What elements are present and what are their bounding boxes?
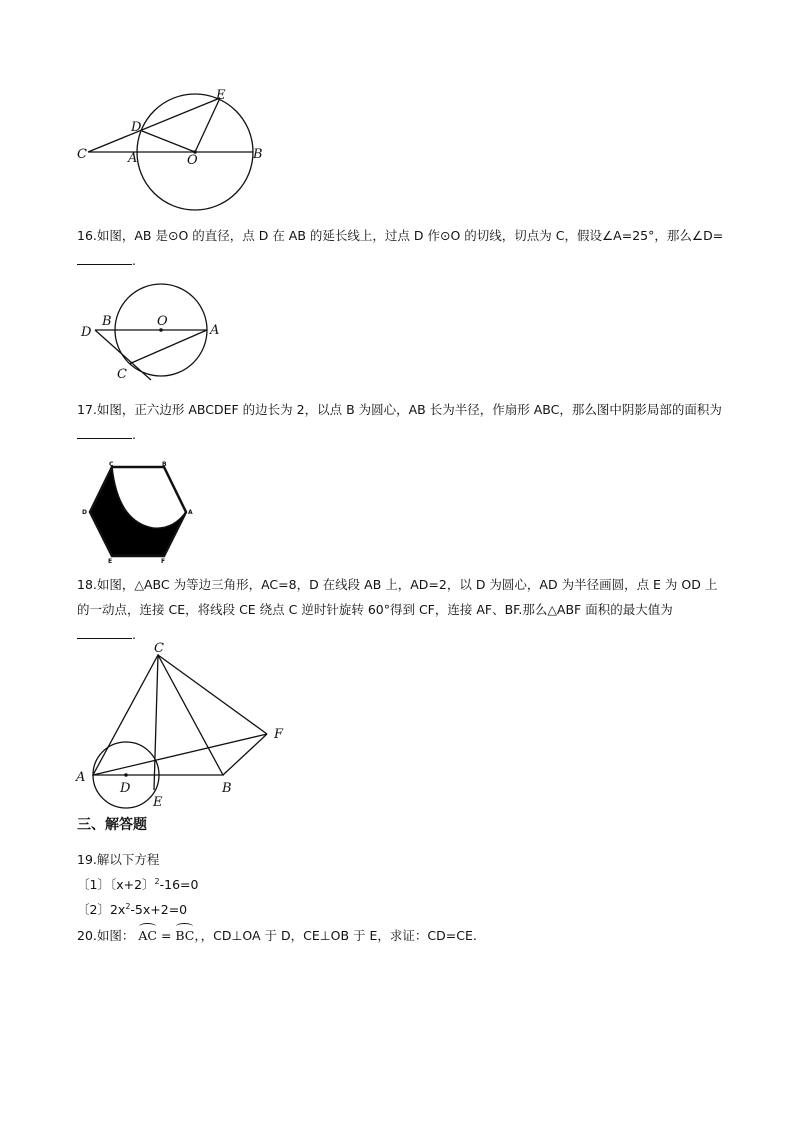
answer-blank-17 [77,426,132,439]
label-d: D [131,120,142,135]
label-a: A [76,770,86,785]
arc-bc: BC [175,928,195,943]
line-af [93,734,267,775]
label-b: B [253,147,263,162]
answer-blank-18 [77,626,132,639]
question-18-end: . [132,627,136,642]
question-19-title: 19.解以下方程 [77,852,160,867]
arc-ac: AC [138,928,157,943]
question-17-end: . [132,427,136,442]
line-od [142,131,195,152]
label-e: E [153,795,163,810]
label-e: E [108,558,113,565]
label-a: A [188,509,193,516]
line-cf [158,655,267,734]
question-17 [77,397,727,447]
line-ac [129,330,207,364]
label-b: B [162,461,167,468]
line-ce [154,655,158,790]
question-16-text: 16.如图，AB 是⊙O 的直径，点 D 在 AB 的延长线上，过点 D 作⊙O 的切线，切点为 C，假设∠A=25°，那么∠D= [77,228,724,243]
label-b: B [102,314,112,329]
label-e: E [216,88,226,103]
question-18 [77,572,727,647]
label-a: A [210,323,220,338]
label-f: F [161,558,166,565]
label-c: C [117,367,127,382]
question-18-text: 18.如图，△ABC 为等边三角形，AC=8，D 在线段 AB 上，AD=2，以 D 为圆心，AD 为半径画圆，点 E 为 OD 上的一动点，连接 CE，将线段 CE 绕点 C 逆时针旋转 60°得到 CF，连接 AF、BF.那么△ABF 面积的最大值为 [77,577,718,617]
figure-18 [70,640,300,812]
line-ce [88,98,220,152]
label-a: A [128,151,138,166]
label-o: O [187,153,198,168]
label-c: C [109,461,114,468]
figure-15 [70,85,280,215]
question-16 [77,223,727,273]
label-b: B [222,781,232,796]
label-o: O [157,314,168,329]
question-17-text: 17.如图，正六边形 ABCDEF 的边长为 2，以点 B 为圆心，AB 长为半径，作扇形 ABC，那么图中阴影局部的面积为 [77,402,722,417]
answer-blank-16 [77,252,132,265]
question-19-part-2: 〔2〕$2x^2-5x+2=0$ [77,901,188,917]
figure-17 [78,460,202,565]
label-f: F [274,727,284,742]
question-20: 20.如图： AC = BC，，CD⊥OA 于 D，CE⊥OB 于 E，求证：CD=CE. [77,928,477,943]
point-d [124,773,128,777]
question-16-end: . [132,253,136,268]
question-19-part-1: 〔1〕〔x+2〕$^2$-16=0 [77,876,199,892]
label-d: D [120,781,131,796]
label-d: D [82,509,87,516]
label-c: C [154,641,164,656]
line-bf [223,734,267,775]
section-heading: 三、解答题 [77,817,147,833]
label-d: D [81,325,92,340]
figure-16 [75,282,225,384]
label-c: C [77,147,87,162]
